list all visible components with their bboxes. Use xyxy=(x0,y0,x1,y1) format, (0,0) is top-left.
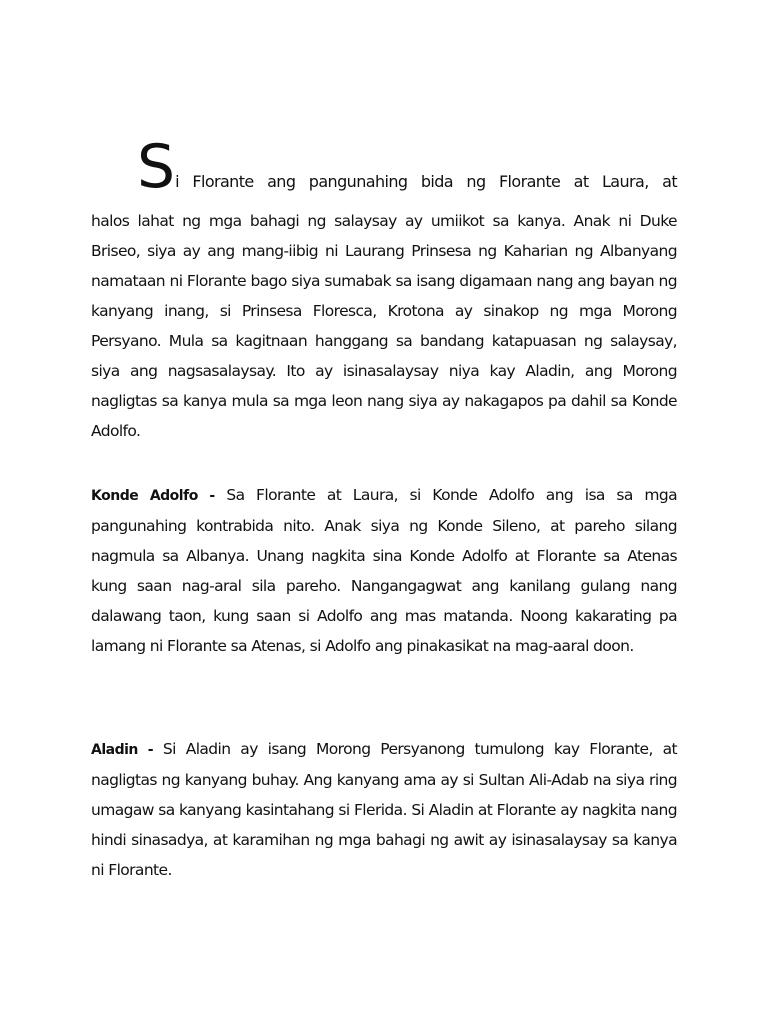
intro-body-text: halos lahat ng mga bahagi ng salaysay ay umiikot sa kanya. Anak ni Duke Briseo, siya ay ang mang-iibig ni Laurang Prinsesa ng Kaharian ng Albanyang namataan ni Florante bago siya sumabak sa isang digamaan nang ang bayan ng kanyang inang, si Prinsesa Floresca, Krotona ay sinakop ng mga Morong Persyano. Mula sa kagitnaan hanggang sa bandang katapuasan ng salaysay, siya ang nagsasalaysay. Ito ay isinasalaysay niya kay Aladin, ang Morong nagligtas sa kanya mula sa mga leon nang siya ay nakagapos pa dahil sa Konde Adolfo. xyxy=(91,212,677,440)
intro-paragraph xyxy=(91,134,677,446)
konde-adolfo-text: Sa Florante at Laura, si Konde Adolfo ang isa sa mga pangunahing kontrabida nito. Anak siya ng Konde Sileno, at pareho silang nagmula sa Albanya. Unang nagkita sina Konde Adolfo at Florante sa Atenas kung saan nag-aral sila pareho. Nangangagwat ang kanilang gulang nang dalawang taon, kung saan si Adolfo ang mas matanda. Noong kakarating pa lamang ni Florante sa Atenas, si Adolfo ang pinakasikat na mag-aaral doon. xyxy=(91,486,677,655)
konde-adolfo-heading: Konde Adolfo - xyxy=(91,488,215,504)
konde-adolfo-paragraph xyxy=(91,480,677,661)
intro-first-line xyxy=(91,132,677,202)
aladin-paragraph xyxy=(91,734,677,885)
aladin-heading: Aladin - xyxy=(91,742,154,758)
intro-first-line-text: i Florante ang pangunahing bida ng Florante at Laura, at xyxy=(175,172,677,191)
drop-cap: S xyxy=(137,132,176,202)
aladin-text: Si Aladin ay isang Morong Persyanong tumulong kay Florante, at nagligtas ng kanyang buhay. Ang kanyang ama ay si Sultan Ali-Adab na siya ring umagaw sa kanyang kasintahang si Flerida. Si Aladin at Florante ay nagkita nang hindi sinasadya, at karamihan ng mga bahagi ng awit ay isinasalaysay sa kanya ni Florante. xyxy=(91,740,678,879)
